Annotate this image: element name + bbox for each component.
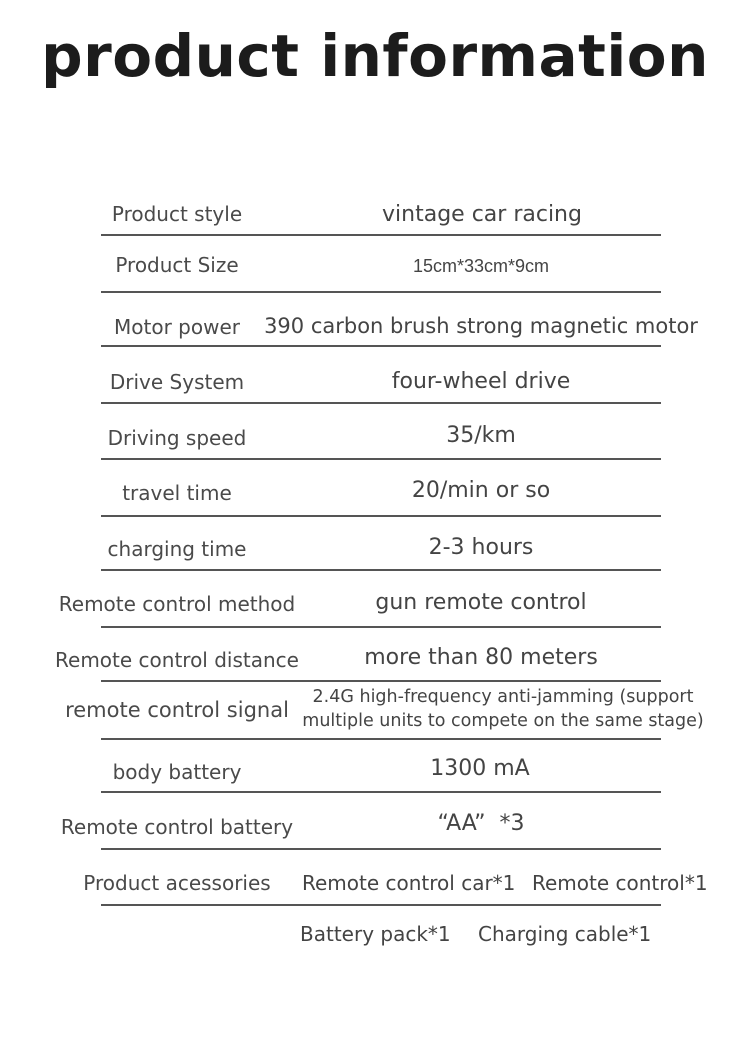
spec-value-line: 2.4G high-frequency anti-jamming (support [312,687,694,707]
page-title: product information [41,22,709,90]
spec-label: travel time [122,481,232,505]
spec-label: Remote control method [58,592,296,616]
spec-label: body battery [112,760,242,784]
accessory-item: Remote control car*1 [302,871,516,895]
spec-value: 15cm*33cm*9cm [412,256,550,276]
row-divider [101,569,661,571]
row-divider [101,291,661,293]
spec-label: Product Size [115,253,239,277]
row-divider [101,626,661,628]
row-divider [101,345,661,347]
spec-label: Remote control distance [55,648,299,672]
spec-value: 1300 mA [430,756,530,781]
row-divider [101,791,661,793]
accessory-item: Charging cable*1 [478,922,652,946]
accessory-item: Remote control*1 [532,871,708,895]
row-divider [101,680,661,682]
spec-value: four-wheel drive [391,369,571,394]
spec-value: 35/km [446,423,516,448]
spec-label: Motor power [114,315,240,339]
row-divider [101,515,661,517]
spec-label: Drive System [109,370,245,394]
spec-value: 20/min or so [411,478,551,503]
row-divider [101,738,661,740]
spec-label: Product acessories [83,871,271,895]
row-divider [101,234,661,236]
row-divider [101,402,661,404]
spec-value-line: multiple units to compete on the same stage) [302,711,704,731]
row-divider [101,904,661,906]
spec-value: 2-3 hours [428,535,534,560]
row-divider [101,458,661,460]
spec-label: remote control signal [65,698,289,722]
spec-value: more than 80 meters [364,645,598,670]
spec-label: charging time [107,537,247,561]
spec-label: Product style [111,202,243,226]
spec-label: Remote control battery [60,815,294,839]
spec-label: Driving speed [107,426,247,450]
spec-value [302,685,703,733]
row-divider [101,848,661,850]
spec-value: “AA” *3 [437,811,525,836]
accessory-item: Battery pack*1 [300,922,451,946]
spec-value: gun remote control [375,590,587,615]
spec-value: vintage car racing [382,202,582,227]
spec-value: 390 carbon brush strong magnetic motor [264,314,698,338]
